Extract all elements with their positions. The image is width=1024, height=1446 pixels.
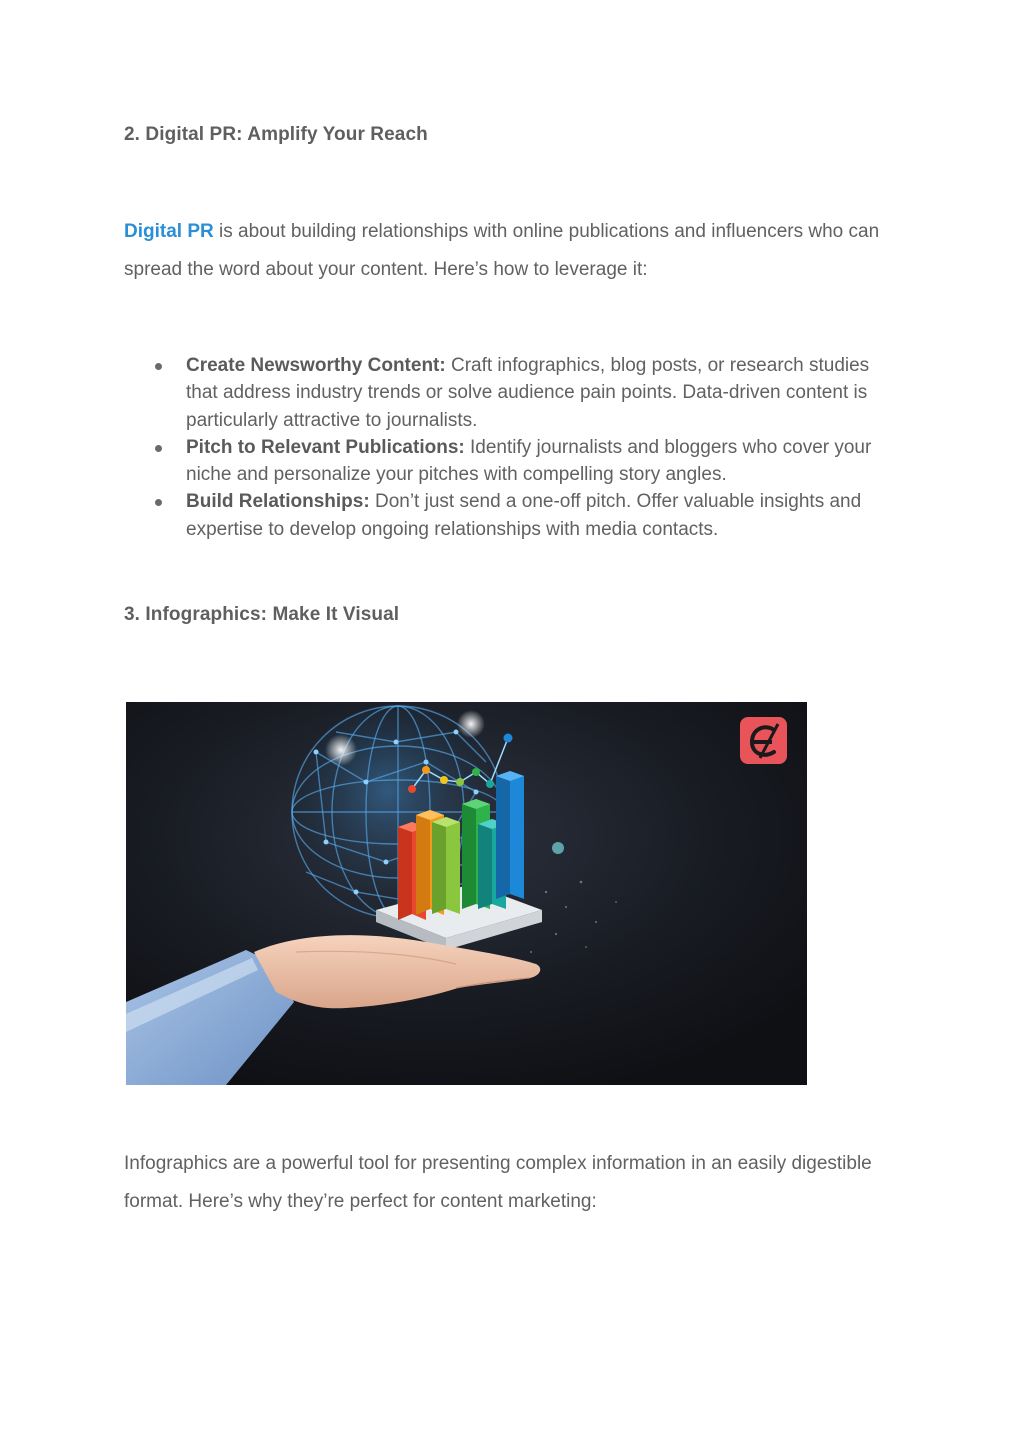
section-heading-infographics: 3. Infographics: Make It Visual <box>124 604 400 625</box>
infographic-hero-image <box>126 702 807 1085</box>
list-item-title: Create Newsworthy Content: <box>186 355 446 376</box>
list-item <box>124 488 904 543</box>
bullet-icon <box>155 445 162 452</box>
list-item-text: Don’t just send a one-off pitch. Offer valuable insights and expertise to develop ongoing relationships with media contacts. <box>186 491 862 540</box>
list-item-text: Craft infographics, blog posts, or research studies that address industry trends or solve audience pain points. Data-driven content is particularly attractive to journalists. <box>186 355 870 431</box>
list-item-title: Build Relationships: <box>186 491 370 513</box>
list-item-title: Pitch to Relevant Publications: <box>186 436 465 458</box>
list-item-text: Identify journalists and bloggers who cover your niche and personalize your pitches with compelling story angles. <box>186 436 872 486</box>
digital-pr-link[interactable]: Digital PR <box>124 221 214 242</box>
section-heading-digital-pr: 2. Digital PR: Amplify Your Reach <box>124 124 428 145</box>
hand-holding-chart-illustration <box>126 702 807 1085</box>
brand-logo-icon <box>740 717 787 764</box>
infographics-paragraph: Infographics are a powerful tool for presenting complex information in an easily digestible format. Here’s why they’re perfect for content marketing: <box>124 1153 872 1212</box>
list-item <box>124 352 904 434</box>
digital-pr-tips-list <box>124 352 904 543</box>
bullet-icon <box>155 363 162 370</box>
digital-pr-intro <box>124 213 894 289</box>
bullet-icon <box>155 499 162 506</box>
list-item <box>124 434 904 489</box>
digital-pr-intro-text: is about building relationships with online publications and influencers who can spread the word about your content. Here’s how to leverage it: <box>124 221 880 280</box>
